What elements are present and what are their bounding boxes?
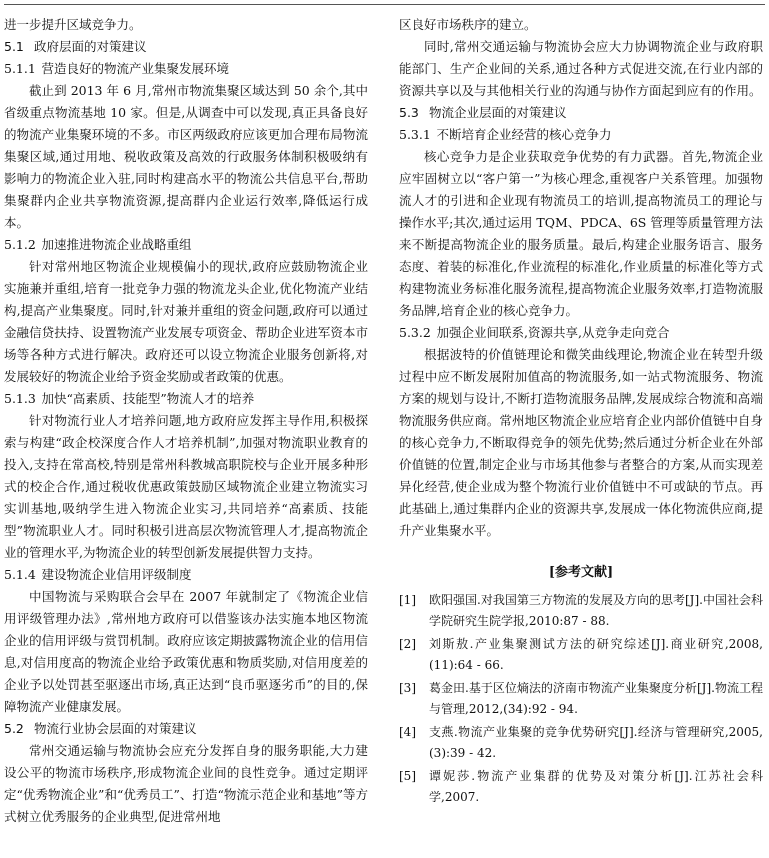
section-title: 物流企业层面的对策建议 [429, 105, 567, 120]
subsection-heading-5-1-4 [4, 564, 368, 586]
subsection-title: 营造良好的物流产业集聚发展环境 [41, 61, 230, 76]
section-heading-5-3 [399, 102, 763, 124]
reference-item [399, 722, 763, 764]
subsection-number: 5.3.2 [399, 325, 431, 340]
paragraph-5-3-1: 核心竞争力是企业获取竞争优势的有力武器。首先,物流企业应牢固树立以“客户第一”为核心理念,重视客户关系管理。加强物流人才的引进和企业现有物流员工的培训,提高物流员工的理论与操作水平;其次,通过运用 TQM、PDCA、6S 管理等质量管理方法来不断提高物流企业的服务质量。最后,构建企业服务语言、服务态度、着装的标准化,作业流程的标准化,作业质量的标准化等方式构建物流业务标准化服务流程,提高物流企业服务效率,打造物流服务品牌,培育企业的核心竞争力。 [399, 149, 763, 318]
subsection-heading-5-3-2 [399, 322, 763, 344]
reference-text: 刘斯敖.产业集聚测试方法的研究综述[J].商业研究,2008,(11):64 - 66. [429, 637, 763, 672]
section-heading-5-2 [4, 718, 368, 740]
header-rule [4, 0, 765, 5]
reference-number: [1] [399, 593, 416, 607]
reference-number: [3] [399, 681, 416, 695]
reference-item [399, 766, 763, 808]
left-column [4, 14, 368, 828]
subsection-number: 5.1.4 [4, 567, 36, 582]
reference-text: 葛金田.基于区位熵法的济南市物流产业集聚度分析[J].物流工程与管理,2012,(34):92 - 94. [429, 681, 763, 716]
subsection-title: 加速推进物流企业战略重组 [41, 237, 192, 252]
reference-number: [5] [399, 769, 416, 783]
section-heading-5-1 [4, 36, 368, 58]
paragraph-intro: 进一步提升区域竞争力。 [4, 17, 142, 32]
section-number: 5.2 [4, 721, 24, 736]
reference-text: 欧阳强国.对我国第三方物流的发展及方向的思考[J].中国社会科学院研究生院学报,2010:87 - 88. [429, 593, 763, 628]
subsection-number: 5.1.2 [4, 237, 36, 252]
subsection-title: 加快“高素质、技能型”物流人才的培养 [41, 391, 255, 406]
paragraph-5-2-b: 同时,常州交通运输与物流协会应大力协调物流企业与政府职能部门、生产企业间的关系,通过各种方式促进交流,在行业内部的资源共享以及与其他相关行业的沟通与协作方面起到应有的作用。 [399, 39, 763, 98]
reference-item [399, 590, 763, 632]
subsection-title: 加强企业间联系,资源共享,从竞争走向竞合 [436, 325, 670, 340]
paragraph-5-2: 常州交通运输与物流协会应充分发挥自身的服务职能,大力建设公平的物流市场秩序,形成物流企业间的良性竞争。通过定期评定“优秀物流企业”和“优秀员工”、打造“物流示范企业和基地”等方式树立优秀服务的企业典型,促进常州地 [4, 743, 368, 824]
reference-number: [4] [399, 725, 416, 739]
subsection-title: 建设物流企业信用评级制度 [41, 567, 192, 582]
paragraph-continued: 区良好市场秩序的建立。 [399, 17, 537, 32]
paragraph-5-1-4: 中国物流与采购联合会早在 2007 年就制定了《物流企业信用评级管理办法》,常州地方政府可以借鉴该办法实施本地区物流企业的信用评级与赏罚机制。政府应该定期披露物流企业的信用信息,对信用度高的物流企业给予政策优惠和物质奖励,对信用度差的企业予以处罚甚至驱逐出市场,真正达到“良币驱逐劣币”的目的,保障物流产业健康发展。 [4, 589, 368, 714]
reference-number: [2] [399, 637, 416, 651]
section-title: 物流行业协会层面的对策建议 [34, 721, 197, 736]
paragraph-5-1-2: 针对常州地区物流企业规模偏小的现状,政府应鼓励物流企业实施兼并重组,培育一批竞争力强的物流龙头企业,优化物流产业结构,提高产业集聚度。同时,针对兼并重组的资金问题,政府可以通过金融信贷扶持、设置物流产业发展专项资金、帮助企业进军资本市场等各种方式进行解决。政府还可以设立物流企业服务创新将,对发展较好的物流企业给予资金奖励或者政策的优惠。 [4, 259, 368, 384]
references-heading: [参考文献] [548, 565, 614, 580]
paragraph-5-1-3: 针对物流行业人才培养问题,地方政府应发挥主导作用,积极探索与构建“政企校深度合作人才培养机制”,加强对物流职业教育的投入,支持在常高校,特别是常州科教城高职院校与企业开展多种形式的校企合作,通过税收优惠政策鼓励区域物流企业建立物流实习实训基地,吸纳学生进入物流企业实习,共同培养“高素质、技能型”物流职业人才。同时积极引进高层次物流管理人才,提高物流企业的管理水平,为物流企业的转型创新发展提供智力支持。 [4, 413, 368, 560]
subsection-heading-5-1-2 [4, 234, 368, 256]
right-column [399, 14, 763, 810]
subsection-number: 5.1.3 [4, 391, 36, 406]
subsection-heading-5-3-1 [399, 124, 763, 146]
reference-text: 支燕.物流产业集聚的竞争优势研究[J].经济与管理研究,2005,(3):39 - 42. [429, 725, 763, 760]
section-number: 5.3 [399, 105, 419, 120]
paragraph-5-1-1: 截止到 2013 年 6 月,常州市物流集聚区域达到 50 余个,其中省级重点物流基地 10 家。但是,从调查中可以发现,真正具备良好的物流产业集聚环境的不多。市区两级政府应该更加合理布局物流集聚区域,通过用地、税收政策及高效的行政服务体制积极吸纳有影响力的物流企业入驻,同时构建高水平的物流公共信息平台,帮助集聚群内企业共享物流资源,提高群内企业运行效率,降低运行成本。 [4, 83, 368, 230]
subsection-number: 5.1.1 [4, 61, 36, 76]
subsection-title: 不断培育企业经营的核心竞争力 [436, 127, 612, 142]
subsection-number: 5.3.1 [399, 127, 431, 142]
reference-text: 谭妮莎.物流产业集群的优势及对策分析[J].江苏社会科学,2007. [429, 769, 763, 804]
subsection-heading-5-1-3 [4, 388, 368, 410]
section-title: 政府层面的对策建议 [34, 39, 147, 54]
subsection-heading-5-1-1 [4, 58, 368, 80]
paragraph-5-3-2: 根据波特的价值链理论和微笑曲线理论,物流企业在转型升级过程中应不断发展附加值高的物流服务,如一站式物流服务、物流方案的规划与设计,不断打造物流服务品牌,发展成综合物流和高端物流服务供应商。常州地区物流企业应培育企业内部价值链中自身的核心竞争力,不断取得竞争的领先优势;然后通过分析企业在外部价值链的位置,制定企业与市场其他参与者整合的方案,从而实现差异化经营,使企业成为整个物流行业价值链中不可或缺的节点。再此基础上,通过集群内企业的资源共享,发展成一体化物流供应商,提升产业集聚水平。 [399, 347, 763, 538]
reference-item [399, 678, 763, 720]
section-number: 5.1 [4, 39, 24, 54]
reference-item [399, 634, 763, 676]
